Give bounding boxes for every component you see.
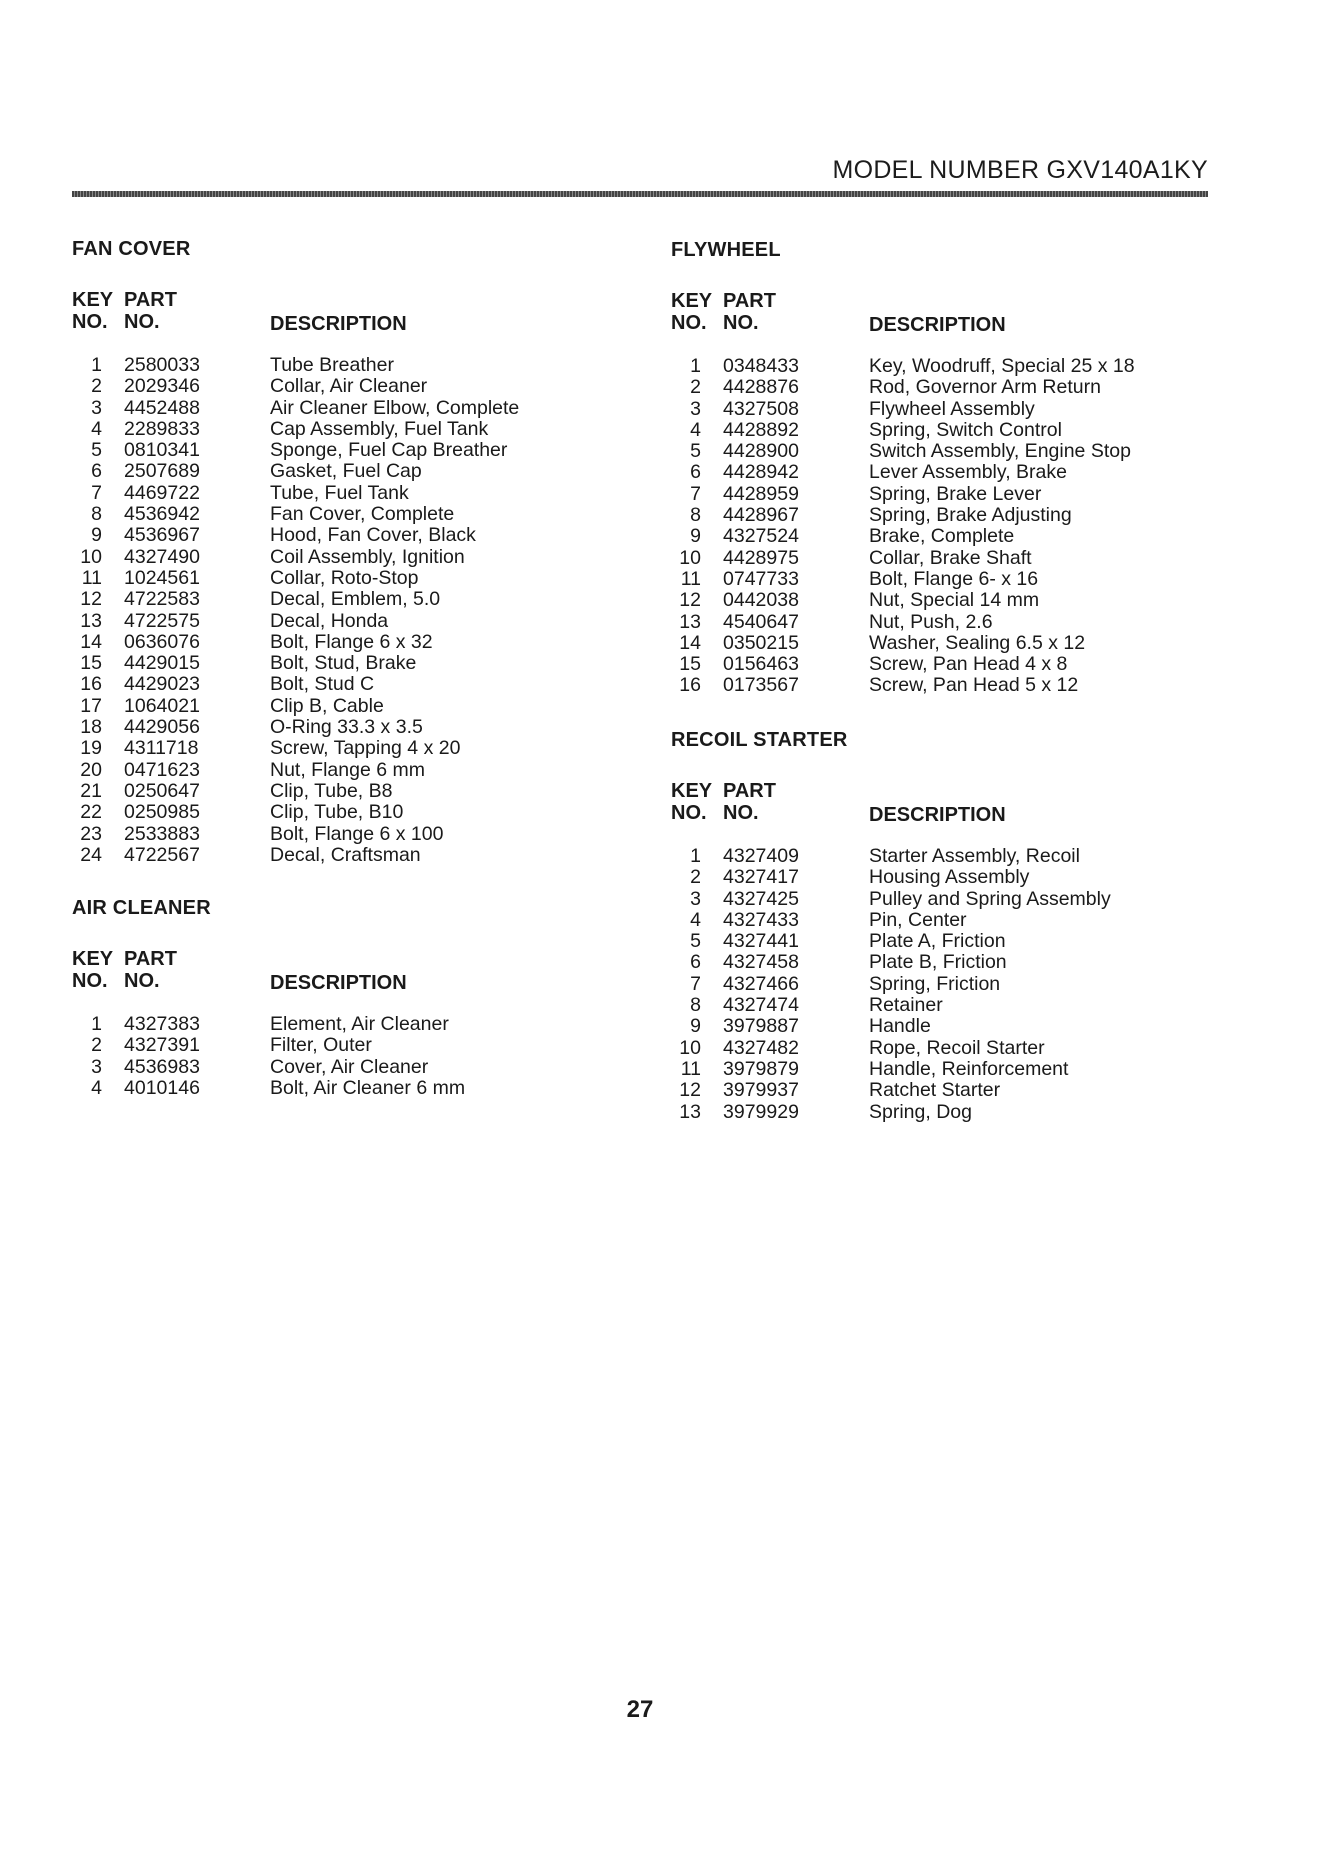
- key-number: 15: [679, 653, 701, 676]
- part-number: 4722567: [124, 843, 200, 866]
- part-row: [671, 1102, 1231, 1123]
- part-description: Key, Woodruff, Special 25 x 18: [869, 355, 1135, 377]
- key-number: 5: [690, 930, 701, 953]
- key-number: 2: [91, 1034, 102, 1057]
- part-row: [72, 1014, 592, 1035]
- part-row: [72, 760, 592, 781]
- part-description: Washer, Sealing 6.5 x 12: [869, 631, 1086, 654]
- part-number: 4327458: [723, 951, 799, 974]
- part-description: Coil Assembly, Ignition: [270, 545, 465, 568]
- part-description: Clip B, Cable: [270, 694, 384, 717]
- part-number: 3979937: [723, 1079, 799, 1102]
- key-number: 6: [690, 951, 701, 974]
- key-number: 15: [80, 652, 102, 675]
- part-row: [72, 376, 592, 397]
- part-row: [72, 611, 592, 632]
- key-number: 24: [80, 843, 102, 866]
- key-number: 9: [690, 1015, 701, 1038]
- part-number: 0442038: [723, 589, 799, 612]
- part-description: Spring, Brake Adjusting: [869, 504, 1072, 527]
- key-number: 13: [679, 610, 701, 633]
- part-description: Housing Assembly: [869, 866, 1030, 889]
- no-label: NO.: [671, 312, 707, 334]
- part-description: Decal, Craftsman: [270, 843, 421, 866]
- part-row: [671, 952, 1231, 973]
- key-number: 7: [91, 481, 102, 504]
- part-description: Element, Air Cleaner: [270, 1013, 449, 1035]
- key-number: 6: [91, 460, 102, 483]
- part-description: Bolt, Stud, Brake: [270, 652, 417, 675]
- part-number: 4428975: [723, 546, 799, 569]
- key-number: 3: [690, 397, 701, 420]
- part-description: Collar, Air Cleaner: [270, 375, 428, 398]
- part-number: 4327524: [723, 525, 799, 548]
- part-number: 0471623: [124, 758, 200, 781]
- part-number: 4010146: [124, 1076, 200, 1099]
- part-row: [671, 484, 1231, 505]
- part-row: [671, 377, 1231, 398]
- part-number: 4428900: [723, 440, 799, 463]
- key-label: KEY: [671, 780, 713, 802]
- key-number: 12: [80, 588, 102, 611]
- part-description: Filter, Outer: [270, 1034, 372, 1057]
- parts-list: [671, 356, 1231, 697]
- key-number: 3: [91, 1055, 102, 1078]
- part-number: 4428967: [723, 504, 799, 527]
- part-description: Handle: [869, 1015, 931, 1038]
- key-number: 10: [80, 545, 102, 568]
- part-row: [671, 420, 1231, 441]
- part-row: [671, 889, 1231, 910]
- part-number: 4540647: [723, 610, 799, 633]
- part-number: 4327482: [723, 1036, 799, 1059]
- part-description: Screw, Tapping 4 x 20: [270, 737, 461, 760]
- page-number: 27: [626, 1696, 654, 1723]
- part-description: Switch Assembly, Engine Stop: [869, 440, 1131, 463]
- part-description: Brake, Complete: [869, 525, 1015, 548]
- part-description: Bolt, Flange 6- x 16: [869, 567, 1039, 590]
- part-description: Air Cleaner Elbow, Complete: [270, 396, 520, 419]
- key-number: 3: [690, 887, 701, 910]
- part-number: 4429023: [124, 673, 200, 696]
- key-number: 14: [80, 630, 102, 653]
- part-row: [671, 931, 1231, 952]
- section-title: FLYWHEEL: [671, 239, 781, 261]
- part-number: 2029346: [124, 375, 200, 398]
- part-row: [72, 1078, 592, 1099]
- part-row: [72, 738, 592, 759]
- column-header: [72, 289, 592, 337]
- key-number: 10: [679, 546, 701, 569]
- part-number: 4327383: [124, 1013, 200, 1035]
- part-description: Tube, Fuel Tank: [270, 481, 409, 504]
- column-header: [671, 290, 1231, 338]
- key-number: 4: [91, 1076, 102, 1099]
- part-row: [671, 548, 1231, 569]
- part-row: [72, 440, 592, 461]
- key-number: 22: [80, 801, 102, 824]
- part-row: [671, 505, 1231, 526]
- part-number: 4428892: [723, 418, 799, 441]
- key-number: 9: [690, 525, 701, 548]
- part-row: [671, 526, 1231, 547]
- part-description: O-Ring 33.3 x 3.5: [270, 716, 423, 739]
- part-row: [671, 1059, 1231, 1080]
- key-number: 14: [679, 631, 701, 654]
- key-number: 1: [91, 1013, 102, 1035]
- part-number: 4327433: [723, 908, 799, 931]
- part-number: 4469722: [124, 481, 200, 504]
- part-description: Bolt, Flange 6 x 100: [270, 822, 444, 845]
- flywheel-section: [671, 238, 1231, 697]
- part-row: [72, 1035, 592, 1056]
- part-description: Decal, Emblem, 5.0: [270, 588, 441, 611]
- part-number: 4327508: [723, 397, 799, 420]
- description-label: DESCRIPTION: [869, 804, 1006, 826]
- part-number: 0810341: [124, 439, 200, 462]
- key-number: 11: [81, 566, 102, 589]
- part-description: Sponge, Fuel Cap Breather: [270, 439, 508, 462]
- part-description: Collar, Roto-Stop: [270, 566, 419, 589]
- part-number: 4429015: [124, 652, 200, 675]
- key-number: 12: [679, 1079, 701, 1102]
- part-description: Nut, Special 14 mm: [869, 589, 1040, 612]
- part-number: 4536967: [124, 524, 200, 547]
- part-number: 4429056: [124, 716, 200, 739]
- header-divider: [72, 191, 1208, 197]
- part-label: PART: [723, 780, 776, 802]
- key-number: 19: [80, 737, 102, 760]
- part-row: [671, 974, 1231, 995]
- part-description: Ratchet Starter: [869, 1079, 1001, 1102]
- key-number: 8: [690, 994, 701, 1017]
- part-description: Rope, Recoil Starter: [869, 1036, 1045, 1059]
- key-number: 18: [80, 716, 102, 739]
- part-description: Spring, Brake Lever: [869, 482, 1042, 505]
- part-row: [671, 612, 1231, 633]
- part-row: [72, 845, 592, 866]
- part-number: 4327425: [723, 887, 799, 910]
- key-number: 11: [680, 1057, 701, 1080]
- no-label: NO.: [124, 311, 160, 333]
- description-label: DESCRIPTION: [270, 313, 407, 335]
- part-number: 4327466: [723, 972, 799, 995]
- column-header: [72, 948, 592, 996]
- parts-list: [72, 1014, 592, 1099]
- part-number: 0350215: [723, 631, 799, 654]
- part-description: Cap Assembly, Fuel Tank: [270, 417, 489, 440]
- part-row: [671, 399, 1231, 420]
- part-number: 4327474: [723, 994, 799, 1017]
- part-number: 3979929: [723, 1100, 799, 1123]
- part-description: Plate B, Friction: [869, 951, 1007, 974]
- key-number: 17: [80, 694, 102, 717]
- no-label: NO.: [124, 970, 160, 992]
- key-number: 1: [91, 354, 102, 376]
- parts-list: [671, 846, 1231, 1123]
- key-number: 8: [690, 504, 701, 527]
- part-number: 1024561: [124, 566, 200, 589]
- part-row: [72, 525, 592, 546]
- part-number: 4428942: [723, 461, 799, 484]
- part-row: [72, 398, 592, 419]
- key-number: 12: [679, 589, 701, 612]
- part-row: [671, 675, 1231, 696]
- key-number: 4: [690, 418, 701, 441]
- part-row: [671, 867, 1231, 888]
- key-number: 11: [680, 567, 701, 590]
- no-label: NO.: [671, 802, 707, 824]
- part-description: Spring, Friction: [869, 972, 1001, 995]
- part-number: 0348433: [723, 355, 799, 377]
- key-number: 13: [679, 1100, 701, 1123]
- part-number: 2533883: [124, 822, 200, 845]
- part-label: PART: [723, 290, 776, 312]
- section-title: FAN COVER: [72, 238, 191, 260]
- key-number: 4: [690, 908, 701, 931]
- part-description: Clip, Tube, B10: [270, 801, 404, 824]
- part-number: 0156463: [723, 653, 799, 676]
- part-description: Bolt, Air Cleaner 6 mm: [270, 1076, 466, 1099]
- part-number: 0173567: [723, 674, 799, 697]
- part-number: 0636076: [124, 630, 200, 653]
- part-number: 4428959: [723, 482, 799, 505]
- part-number: 4327417: [723, 866, 799, 889]
- part-row: [72, 568, 592, 589]
- part-number: 3979879: [723, 1057, 799, 1080]
- key-number: 5: [690, 440, 701, 463]
- no-label: NO.: [723, 802, 759, 824]
- part-row: [72, 674, 592, 695]
- key-number: 16: [679, 674, 701, 697]
- part-number: 2580033: [124, 354, 200, 376]
- part-description: Plate A, Friction: [869, 930, 1006, 953]
- no-label: NO.: [72, 970, 108, 992]
- part-number: 4327490: [124, 545, 200, 568]
- key-number: 7: [690, 482, 701, 505]
- key-number: 3: [91, 396, 102, 419]
- part-row: [72, 653, 592, 674]
- part-row: [671, 1080, 1231, 1101]
- part-row: [671, 1016, 1231, 1037]
- part-row: [72, 589, 592, 610]
- key-number: 6: [690, 461, 701, 484]
- part-row: [671, 846, 1231, 867]
- part-description: Tube Breather: [270, 354, 394, 376]
- part-number: 4428876: [723, 376, 799, 399]
- part-row: [671, 590, 1231, 611]
- part-description: Lever Assembly, Brake: [869, 461, 1067, 484]
- key-number: 2: [690, 866, 701, 889]
- no-label: NO.: [723, 312, 759, 334]
- part-description: Nut, Push, 2.6: [869, 610, 993, 633]
- section-title: RECOIL STARTER: [671, 729, 848, 751]
- part-row: [671, 462, 1231, 483]
- part-label: PART: [124, 948, 177, 970]
- part-row: [671, 569, 1231, 590]
- part-description: Rod, Governor Arm Return: [869, 376, 1101, 399]
- part-description: Gasket, Fuel Cap: [270, 460, 422, 483]
- part-description: Spring, Dog: [869, 1100, 972, 1123]
- no-label: NO.: [72, 311, 108, 333]
- part-description: Screw, Pan Head 4 x 8: [869, 653, 1068, 676]
- part-number: 0747733: [723, 567, 799, 590]
- part-number: 2507689: [124, 460, 200, 483]
- part-number: 4722575: [124, 609, 200, 632]
- part-description: Spring, Switch Control: [869, 418, 1062, 441]
- fan-cover-section: [72, 237, 592, 866]
- key-number: 10: [679, 1036, 701, 1059]
- key-number: 5: [91, 439, 102, 462]
- model-number-title: MODEL NUMBER GXV140A1KY: [832, 156, 1208, 184]
- part-number: 4536942: [124, 503, 200, 526]
- part-number: 3979887: [723, 1015, 799, 1038]
- key-number: 2: [91, 375, 102, 398]
- part-description: Handle, Reinforcement: [869, 1057, 1069, 1080]
- part-label: PART: [124, 289, 177, 311]
- key-number: 7: [690, 972, 701, 995]
- key-number: 4: [91, 417, 102, 440]
- part-description: Bolt, Flange 6 x 32: [270, 630, 433, 653]
- part-row: [671, 995, 1231, 1016]
- key-number: 20: [80, 758, 102, 781]
- part-number: 1064021: [124, 694, 200, 717]
- part-row: [72, 717, 592, 738]
- part-row: [671, 356, 1231, 377]
- section-title: AIR CLEANER: [72, 897, 211, 919]
- part-row: [72, 781, 592, 802]
- part-number: 4327441: [723, 930, 799, 953]
- part-row: [671, 1038, 1231, 1059]
- part-row: [72, 461, 592, 482]
- key-number: 16: [80, 673, 102, 696]
- part-description: Screw, Pan Head 5 x 12: [869, 674, 1079, 697]
- part-row: [72, 355, 592, 376]
- key-number: 21: [80, 779, 102, 802]
- part-description: Bolt, Stud C: [270, 673, 375, 696]
- part-description: Pin, Center: [869, 908, 967, 931]
- part-row: [72, 696, 592, 717]
- key-label: KEY: [72, 289, 114, 311]
- part-description: Cover, Air Cleaner: [270, 1055, 429, 1078]
- part-row: [72, 547, 592, 568]
- part-number: 4327391: [124, 1034, 200, 1057]
- part-description: Collar, Brake Shaft: [869, 546, 1032, 569]
- key-number: 1: [690, 845, 701, 867]
- part-row: [671, 910, 1231, 931]
- part-number: 4536983: [124, 1055, 200, 1078]
- recoil-starter-section: [671, 728, 1231, 1123]
- part-row: [72, 504, 592, 525]
- part-description: Starter Assembly, Recoil: [869, 845, 1080, 867]
- part-number: 4452488: [124, 396, 200, 419]
- description-label: DESCRIPTION: [270, 972, 407, 994]
- key-number: 9: [91, 524, 102, 547]
- key-label: KEY: [671, 290, 713, 312]
- part-description: Pulley and Spring Assembly: [869, 887, 1111, 910]
- part-number: 4722583: [124, 588, 200, 611]
- air-cleaner-section: [72, 896, 592, 1099]
- part-description: Flywheel Assembly: [869, 397, 1035, 420]
- part-row: [671, 654, 1231, 675]
- part-number: 4311718: [124, 737, 199, 760]
- part-row: [72, 419, 592, 440]
- column-header: [671, 780, 1231, 828]
- parts-list: [72, 355, 592, 866]
- part-row: [671, 441, 1231, 462]
- part-description: Fan Cover, Complete: [270, 503, 455, 526]
- part-description: Retainer: [869, 994, 943, 1017]
- key-number: 2: [690, 376, 701, 399]
- part-row: [72, 824, 592, 845]
- part-description: Clip, Tube, B8: [270, 779, 393, 802]
- part-description: Hood, Fan Cover, Black: [270, 524, 476, 547]
- key-number: 1: [690, 355, 701, 377]
- part-row: [72, 632, 592, 653]
- part-number: 0250647: [124, 779, 200, 802]
- part-row: [72, 483, 592, 504]
- key-number: 23: [80, 822, 102, 845]
- part-row: [72, 802, 592, 823]
- key-number: 8: [91, 503, 102, 526]
- part-number: 4327409: [723, 845, 799, 867]
- part-row: [671, 633, 1231, 654]
- part-row: [72, 1057, 592, 1078]
- part-number: 0250985: [124, 801, 200, 824]
- part-description: Decal, Honda: [270, 609, 389, 632]
- key-label: KEY: [72, 948, 114, 970]
- part-number: 2289833: [124, 417, 200, 440]
- description-label: DESCRIPTION: [869, 314, 1006, 336]
- key-number: 13: [80, 609, 102, 632]
- part-description: Nut, Flange 6 mm: [270, 758, 425, 781]
